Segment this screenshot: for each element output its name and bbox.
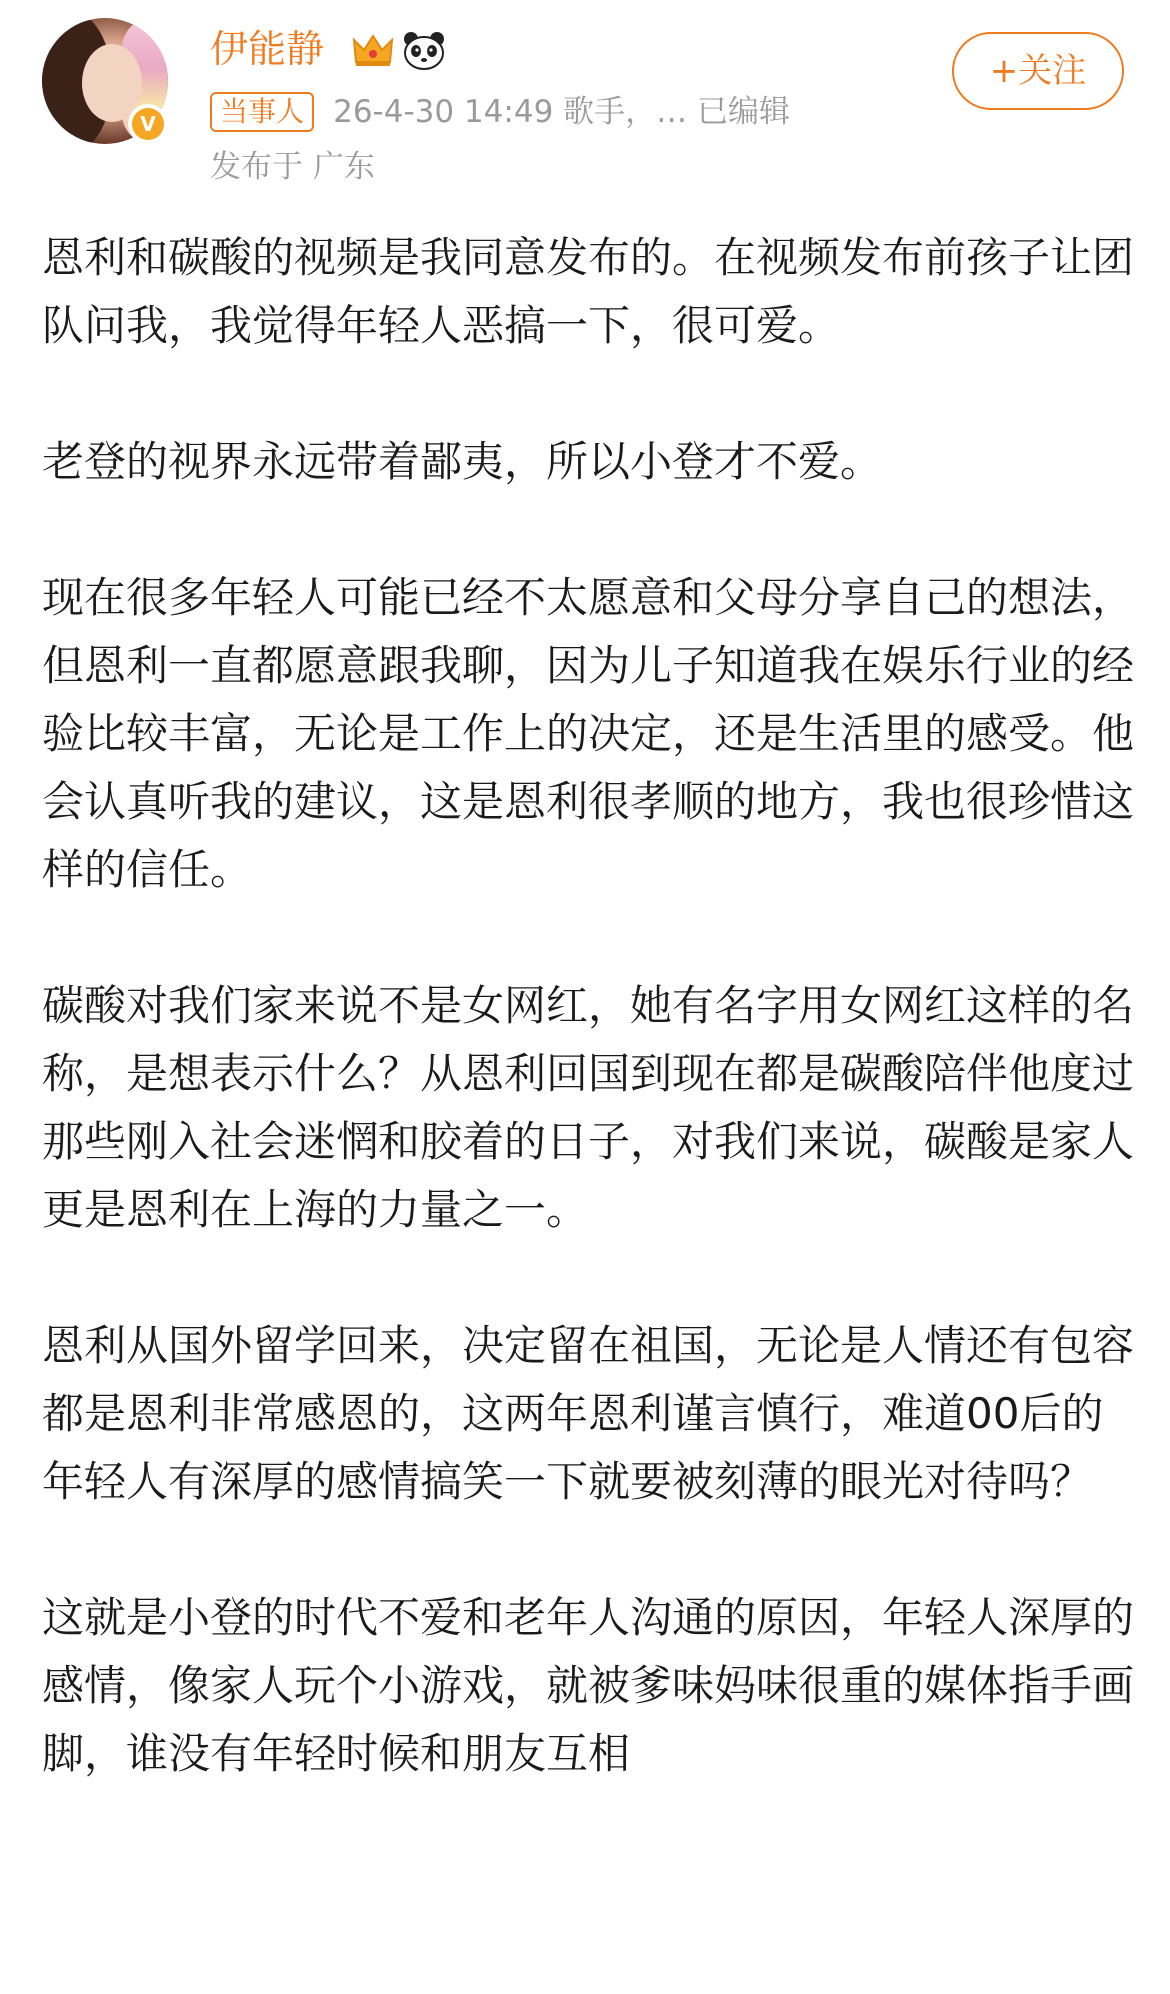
post-header [0, 0, 1170, 190]
role-badge: 当事人 [210, 92, 314, 132]
post-meta [210, 92, 790, 140]
paragraph: 这就是小登的时代不爱和老年人沟通的原因，年轻人深厚的感情，像家人玩个小游戏，就被爹味妈味很重的媒体指手画脚，谁没有年轻时候和朋友互相 [42, 1593, 1135, 1778]
crown-icon [352, 32, 394, 68]
verified-badge-icon [128, 104, 168, 144]
paragraph: 恩利从国外留学回来，决定留在祖国，无论是人情还有包容都是恩利非常感恩的，这两年恩利谨言慎行，难道00后的年轻人有深厚的感情搞笑一下就要被刻薄的眼光对待吗？ [42, 1321, 1135, 1506]
verified-badge-mark: V [132, 108, 164, 140]
follow-button[interactable]: +关注 [952, 32, 1124, 110]
paragraph: 老登的视界永远带着鄙夷，所以小登才不爱。 [42, 437, 883, 486]
username[interactable]: 伊能静 [210, 27, 325, 71]
post-location: 发布于 广东 [210, 149, 375, 185]
paragraph: 恩利和碳酸的视频是我同意发布的。在视频发布前孩子让团队问我，我觉得年轻人恶搞一下，很可爱。 [42, 233, 1135, 350]
post-timestamp: 26-4-30 14:49 歌手，… 已编辑 [333, 94, 790, 130]
paragraph: 碳酸对我们家来说不是女网红，她有名字用女网红这样的名称，是想表示什么？从恩利回国到现在都是碳酸陪伴他度过那些刚入社会迷惘和胶着的日子，对我们来说，碳酸是家人更是恩利在上海的力量之一。 [42, 981, 1135, 1234]
panda-icon [402, 30, 446, 70]
paragraph: 现在很多年轻人可能已经不太愿意和父母分享自己的想法，但恩利一直都愿意跟我聊，因为儿子知道我在娱乐行业的经验比较丰富，无论是工作上的决定，还是生活里的感受。他会认真听我的建议，这是恩利很孝顺的地方，我也很珍惜这样的信任。 [42, 573, 1135, 894]
post-content [42, 224, 1138, 1856]
